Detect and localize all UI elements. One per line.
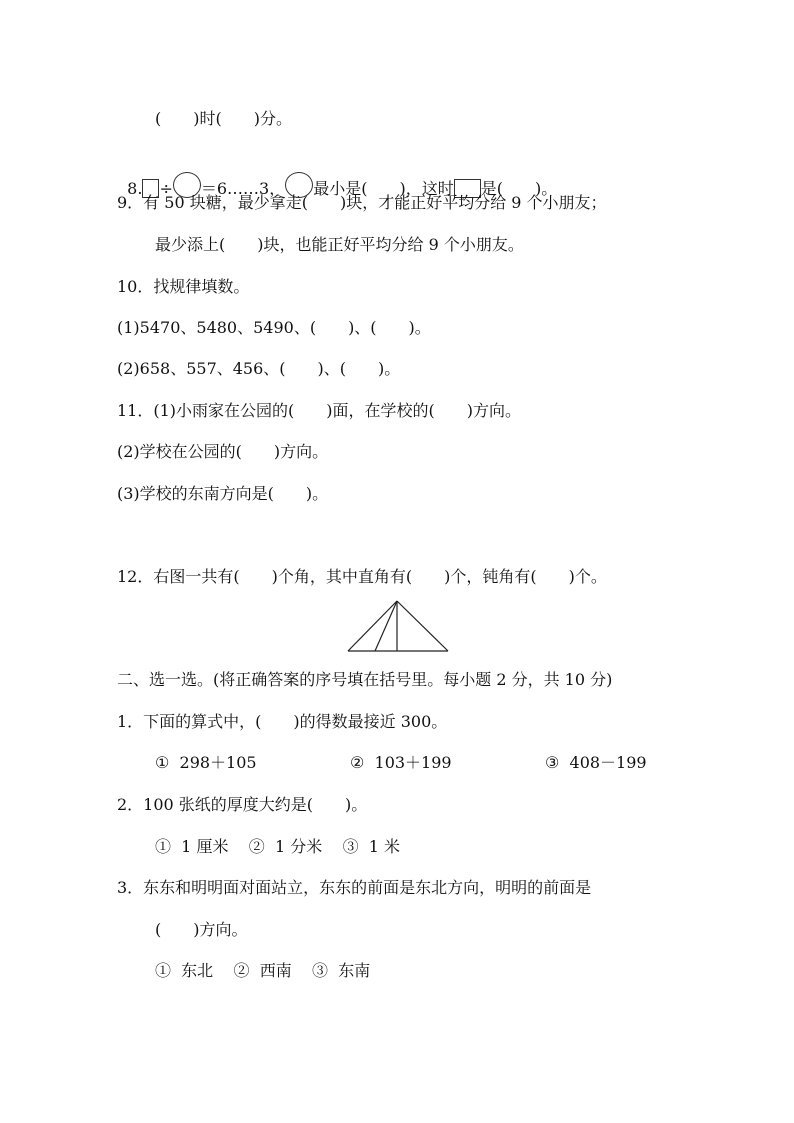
- question-10-sub1: (1)5470、5480、5490、( )、( )。: [117, 318, 431, 337]
- question-7-continuation: ( )时( )分。: [155, 109, 292, 128]
- divide-sign: ÷: [159, 179, 173, 198]
- question-8: [117, 152, 557, 199]
- mc1-option-1: ① 298＋105: [155, 753, 257, 772]
- question-9-line2: 最少添上( )块，也能正好平均分给 9 个小朋友。: [155, 235, 524, 254]
- question-12: 12．右图一共有( )个角，其中直角有( )个，钝角有( )个。: [117, 567, 607, 586]
- angle-triangle-figure: [345, 598, 451, 654]
- mc2-options: ① 1 厘米 ② 1 分米 ③ 1 米: [155, 837, 401, 856]
- q8-equation: ＝6……3，: [200, 179, 286, 198]
- mc3-options: ① 东北 ② 西南 ③ 东南: [155, 961, 371, 980]
- right-side: [397, 601, 448, 651]
- mc3-stem: 3．东东和明明面对面站立，东东的前面是东北方向，明明的前面是: [117, 878, 592, 897]
- question-10-sub2: (2)658、557、456、( )、( )。: [117, 359, 401, 378]
- question-9-line1: 9．有 50 块糖，最少拿走( )块，才能正好平均分给 9 个小朋友；: [117, 193, 607, 212]
- mc1-option-3: ③ 408－199: [545, 753, 647, 772]
- q8-number: 8.: [127, 179, 143, 198]
- q8-min-text: 最小是( )，这时: [313, 179, 454, 198]
- q8-tail: 是( )。: [480, 179, 558, 198]
- question-11-sub3: (3)学校的东南方向是( )。: [117, 484, 329, 503]
- question-10-title: 10．找规律填数。: [117, 277, 250, 296]
- inner-line-1: [375, 601, 397, 651]
- question-11-sub2: (2)学校在公园的( )方向。: [117, 442, 329, 461]
- question-11-sub1: 11．(1)小雨家在公园的( )面，在学校的( )方向。: [117, 401, 521, 420]
- left-side: [348, 601, 397, 651]
- mc1-option-2: ② 103＋199: [350, 753, 452, 772]
- section-2-heading: 二、选一选。(将正确答案的序号填在括号里。每小题 2 分，共 10 分): [117, 670, 613, 689]
- mc1-stem: 1．下面的算式中，( )的得数最接近 300。: [117, 712, 448, 731]
- mc3-stem-cont: ( )方向。: [155, 920, 248, 939]
- mc2-stem: 2．100 张纸的厚度大约是( )。: [117, 795, 368, 814]
